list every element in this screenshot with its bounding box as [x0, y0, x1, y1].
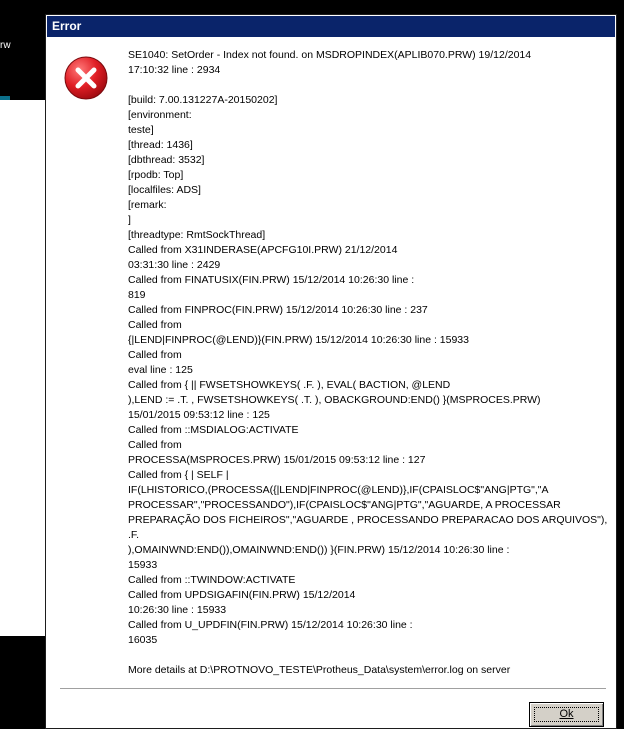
message-line: Called from FINATUSIX(FIN.PRW) 15/12/2014 10:26:30 line :: [128, 274, 415, 286]
message-line: [threadtype: RmtSockThread]: [128, 229, 266, 241]
message-line: IF(LHISTORICO,(PROCESSA({|LEND|FINPROC(@LEND)},IF(CPAISLOC$"ANG|PTG","A: [128, 484, 549, 496]
message-line: Called from { || FWSETSHOWKEYS( .F. ), EVAL( BACTION, @LEND: [128, 379, 451, 391]
message-line: PREPARAÇÃO DOS FICHEIROS","AGUARDE , PROCESSANDO PREPARACAO DOS ARQUIVOS"), .F.: [128, 514, 611, 541]
message-line: [localfiles: ADS]: [128, 184, 201, 196]
message-line: Called from U_UPDFIN(FIN.PRW) 15/12/2014 10:26:30 line :: [128, 619, 413, 631]
error-dialog: [45, 14, 617, 729]
background-right-strip: [617, 0, 624, 729]
background-text: rw: [0, 40, 11, 51]
message-line: {|LEND|FINPROC(@LEND)}(FIN.PRW) 15/12/2014 10:26:30 line : 15933: [128, 334, 469, 346]
message-line: [thread: 1436]: [128, 139, 193, 151]
message-line: Called from ::MSDIALOG:ACTIVATE: [128, 424, 299, 436]
message-line: Called from: [128, 439, 182, 451]
message-line: ),LEND := .T. , FWSETSHOWKEYS( .T. ), OBACKGROUND:END() }(MSPROCES.PRW): [128, 394, 541, 406]
message-line: Called from: [128, 349, 182, 361]
message-line: Called from FINPROC(FIN.PRW) 15/12/2014 10:26:30 line : 237: [128, 304, 428, 316]
message-line: [dbthread: 3532]: [128, 154, 205, 166]
background-window-fragment: [0, 100, 45, 636]
message-line: ]: [128, 214, 131, 226]
error-message: [128, 48, 611, 648]
message-line: PROCESSA(MSPROCES.PRW) 15/01/2015 09:53:12 line : 127: [128, 454, 426, 466]
dialog-title: Error: [47, 16, 615, 37]
message-line: ),OMAINWND:END()),OMAINWND:END()) }(FIN.PRW) 15/12/2014 10:26:30 line :: [128, 544, 510, 556]
ok-button-label: Ok: [559, 708, 574, 720]
message-line: teste]: [128, 124, 154, 136]
message-line: 15/01/2015 09:53:12 line : 125: [128, 409, 270, 421]
message-line: [environment:: [128, 109, 192, 121]
message-line: Called from X31INDERASE(APCFG10I.PRW) 21/12/2014: [128, 244, 398, 256]
error-details-footer: More details at D:\PROTNOVO_TESTE\Protheus_Data\system\error.log on server: [128, 664, 511, 676]
message-line: PROCESSAR","PROCESSANDO"),IF(CPAISLOC$"ANG|PTG","AGUARDE, A PROCESSAR: [128, 499, 561, 511]
message-line: SE1040: SetOrder - Index not found. on MSDROPINDEX(APLIB070.PRW) 19/12/2014: [128, 49, 532, 61]
message-line: 03:31:30 line : 2429: [128, 259, 221, 271]
focus-rectangle: [534, 707, 599, 722]
message-line: [remark:: [128, 199, 167, 211]
message-line: 10:26:30 line : 15933: [128, 604, 227, 616]
message-line: [rpodb: Top]: [128, 169, 184, 181]
message-line: Called from: [128, 319, 182, 331]
message-line: 17:10:32 line : 2934: [128, 64, 221, 76]
message-line: eval line : 125: [128, 364, 193, 376]
message-line: [build: 7.00.131227A-20150202]: [128, 94, 278, 106]
separator: [60, 688, 606, 690]
error-icon: [63, 55, 109, 101]
message-line: [128, 78, 608, 93]
message-line: 15933: [128, 559, 158, 571]
ok-button[interactable]: [529, 702, 604, 727]
message-line: 16035: [128, 634, 158, 646]
message-line: Called from UPDSIGAFIN(FIN.PRW) 15/12/2014: [128, 589, 356, 601]
message-line: Called from { | SELF |: [128, 469, 229, 481]
message-line: 819: [128, 289, 146, 301]
message-line: Called from ::TWINDOW:ACTIVATE: [128, 574, 296, 586]
